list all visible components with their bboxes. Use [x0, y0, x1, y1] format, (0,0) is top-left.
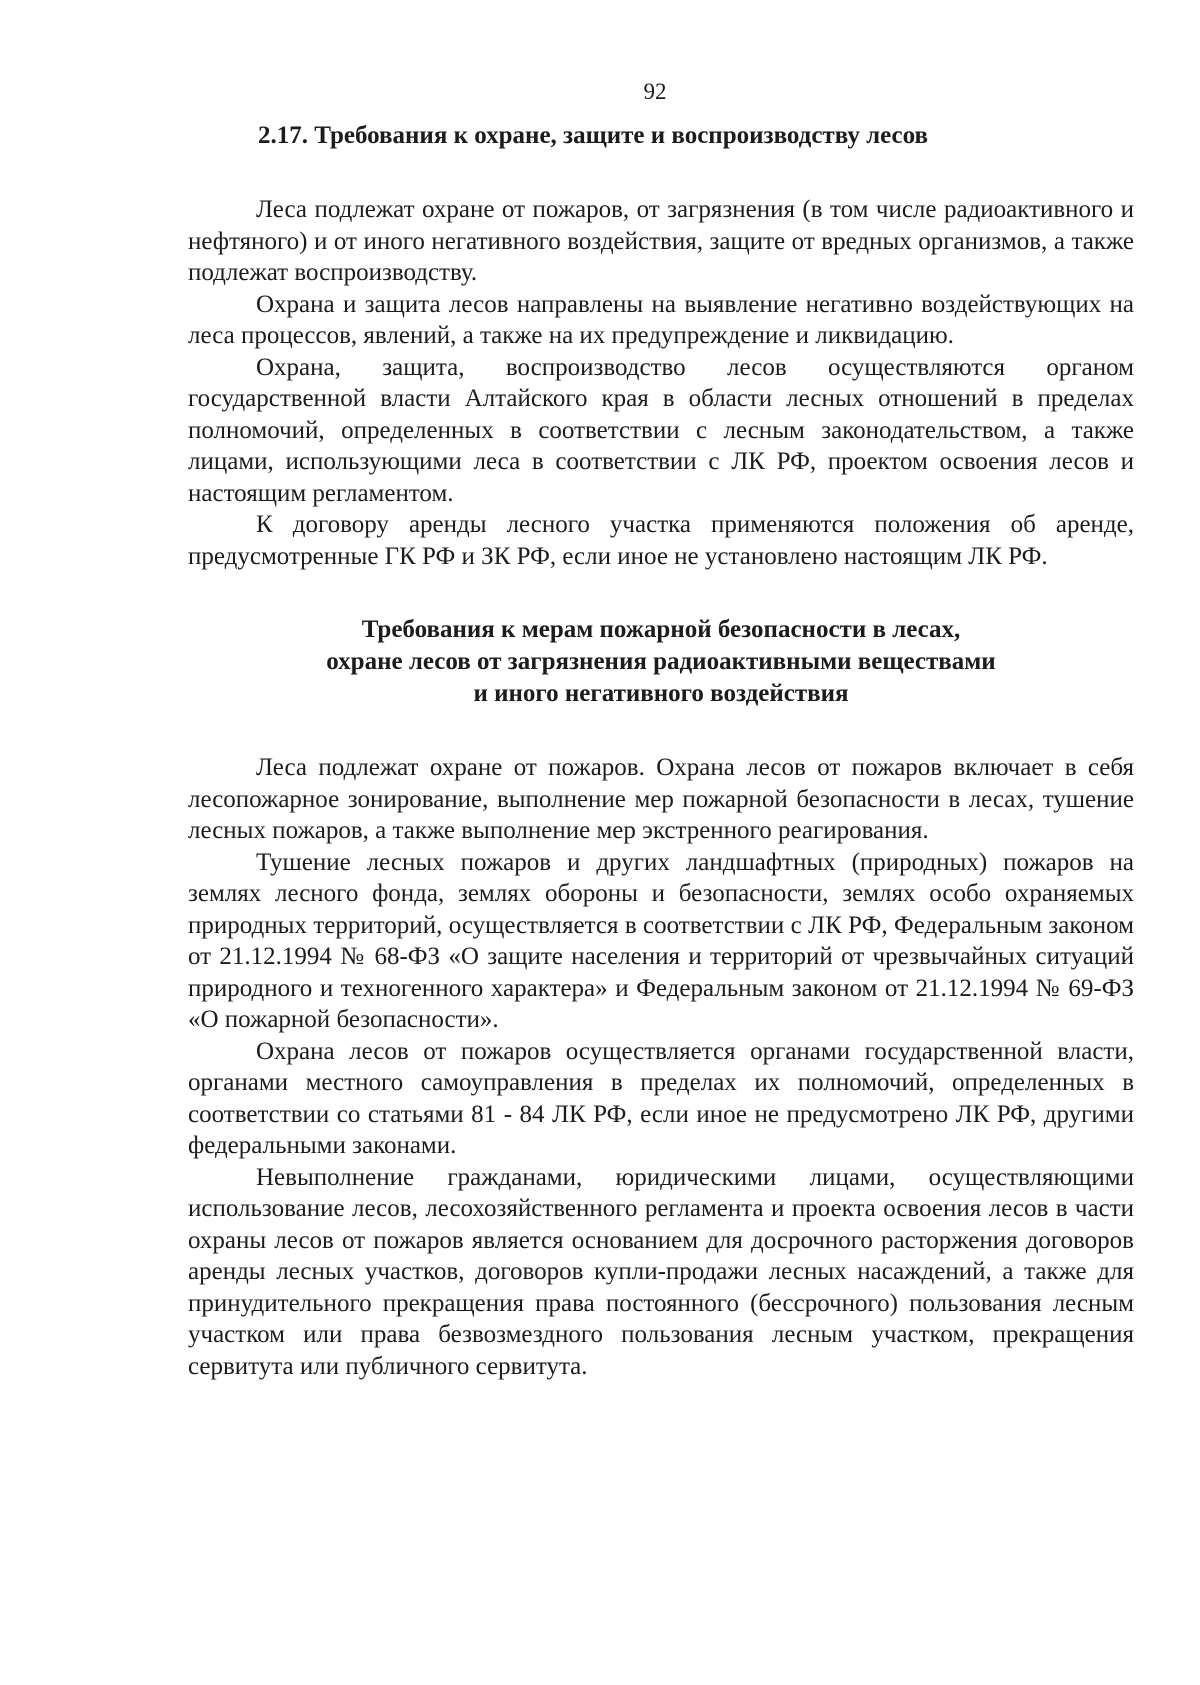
paragraph: Охрана и защита лесов направлены на выявление негативно воздействующих на леса процессов, явлений, а также на их предупреждение и ликвидацию.: [188, 290, 1134, 349]
subsection-title-line: и иного негативного воздействия: [473, 680, 849, 707]
paragraph: К договору аренды лесного участка применяются положения об аренде, предусмотренные ГК РФ и ЗК РФ, если иное не установлено настоящим ЛК РФ.: [188, 511, 1134, 570]
paragraph: Охрана, защита, воспроизводство лесов осуществляются органом государственной власти Алтайского края в области лесных отношений в пределах полномочий, определенных в соответствии с лесным законодательством, а также лицами, использующими леса в соответствии с ЛК РФ, проектом освоения лесов и настоящим регламентом.: [188, 353, 1134, 507]
paragraph: Леса подлежат охране от пожаров, от загрязнения (в том числе радиоактивного и нефтяного) и от иного негативного воздействия, защите от вредных организмов, а также подлежат воспроизводству.: [188, 196, 1134, 286]
subsection-title-line: охране лесов от загрязнения радиоактивными веществами: [326, 648, 996, 675]
paragraph: Леса подлежат охране от пожаров. Охрана лесов от пожаров включает в себя лесопожарное зонирование, выполнение мер пожарной безопасности в лесах, тушение лесных пожаров, а также выполнение мер экстренного реагирования.: [188, 754, 1134, 844]
section-body: [188, 194, 1134, 572]
paragraph: Тушение лесных пожаров и других ландшафтных (природных) пожаров на землях лесного фонда, землях обороны и безопасности, землях особо охраняемых природных территорий, осуществляется в соответствии с ЛК РФ, Федеральным законом от 21.12.1994 № 68-ФЗ «О защите населения и территорий от чрезвычайных ситуаций природного и техногенного характера» и Федеральным законом от 21.12.1994 № 69-ФЗ «О пожарной безопасности».: [188, 848, 1134, 1033]
page-content: [188, 120, 1134, 1382]
page-number: 92: [643, 79, 667, 104]
paragraph: Охрана лесов от пожаров осуществляется органами государственной власти, органами местного самоуправления в пределах их полномочий, определенных в соответствии со статьями 81 - 84 ЛК РФ, если иное не предусмотрено ЛК РФ, другими федеральными законами.: [188, 1037, 1134, 1159]
subsection-body: [188, 752, 1134, 1382]
subsection-title: [188, 614, 1134, 710]
section-title: 2.17. Требования к охране, защите и воспроизводству лесов: [258, 122, 928, 149]
paragraph: Невыполнение гражданами, юридическими лицами, осуществляющими использование лесов, лесохозяйственного регламента и проекта освоения лесов в части охраны лесов от пожаров является основанием для досрочного расторжения договоров аренды лесных участков, договоров купли-продажи лесных насаждений, а также для принудительного прекращения права постоянного (бессрочного) пользования лесным участком или права безвозмездного пользования лесным участком, прекращения сервитута или публичного сервитута.: [188, 1163, 1134, 1380]
subsection-title-line: Требования к мерам пожарной безопасности в лесах,: [361, 616, 961, 643]
